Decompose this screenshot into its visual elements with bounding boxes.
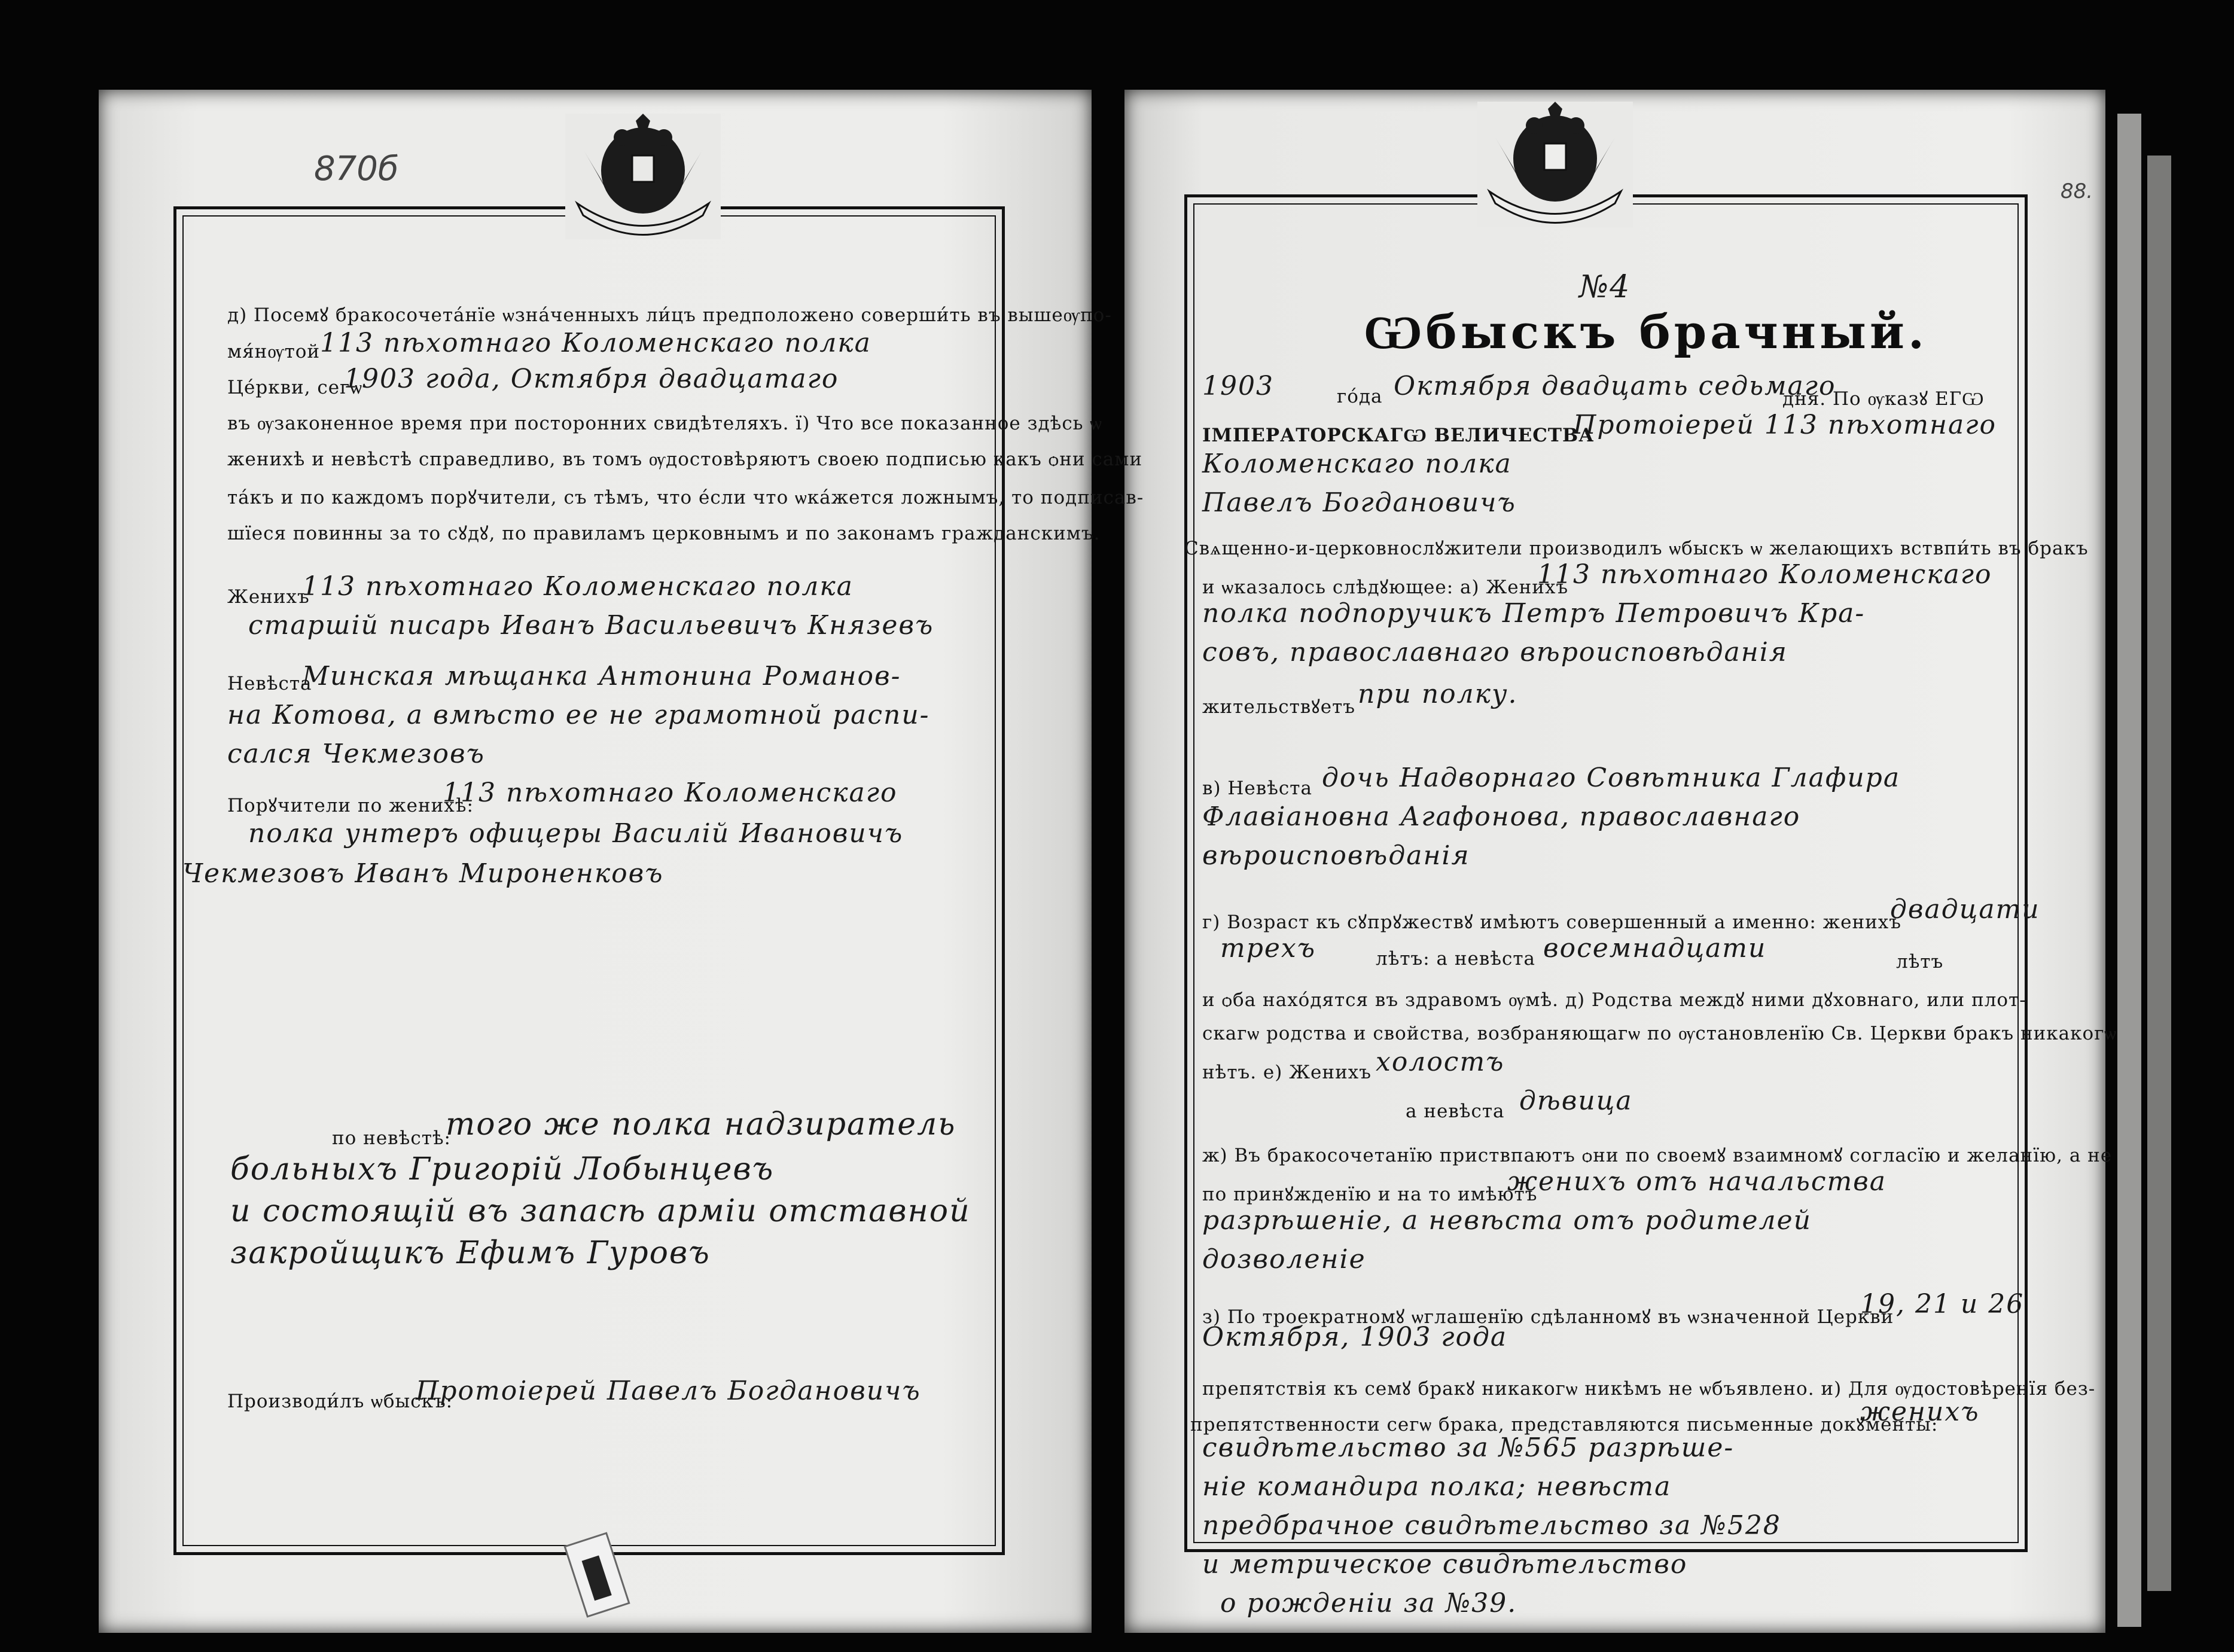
bride-label: Невѣста xyxy=(227,673,312,694)
imperial-label: ІМПЕРАТОРСКАГѠ ВЕЛИЧЕСТВА xyxy=(1202,425,1595,446)
bride-status: дѣвица xyxy=(1519,1086,1633,1116)
age-line-1: г) Возраст къ сꙋпрꙋжествꙋ имѣютъ совершенный а именно: женихъ xyxy=(1202,912,1902,933)
bride-age: восемнадцати xyxy=(1543,933,1767,964)
page-edge xyxy=(2147,156,2171,1591)
section-d-line-4: въ ѹзаконенное время при посторонних свидѣтеляхъ. ї) Что все показанное здѣсь ѡ xyxy=(227,413,1103,434)
groom-line-1: 113 пѣхотнаго Коломенскаго xyxy=(1537,559,1992,590)
bride-line-3: сался Чекмезовъ xyxy=(227,739,485,769)
line-1-label-2: дня. По ѹказꙋ ЕГѠ xyxy=(1782,388,1985,410)
banns-line-2: препятствiя къ семꙋ бракꙋ никакогѡ никѣмъ не ѡбъявлено. и) Для ѹдостовѣренїя без- xyxy=(1202,1378,2096,1400)
bride-line-2: на Котова, а вмѣсто ее не грамотной распи- xyxy=(227,700,930,730)
church-name-handwritten: 113 пѣхотнаго Коломенскаго полка xyxy=(320,328,871,358)
age-line-4: и ѻба нахо́дятся въ здравомъ ѹмѣ. д) Родства междꙋ ними дꙋховнаго, или плот- xyxy=(1202,989,2026,1011)
found-line-label: и ѡказалось слѣдꙋющее: а) Женихъ xyxy=(1202,577,1569,598)
section-d-line-5: женихѣ и невѣстѣ справедливо, въ томъ ѹдостовѣряютъ своею подписью какъ ѻни сами xyxy=(227,449,1142,470)
bride-sureties-line-3: и состоящiй въ запасѣ армiи отставной xyxy=(230,1193,971,1229)
bride-line-1: Минская мѣщанка Антонина Романов- xyxy=(302,661,901,691)
section-d-line-6: та́къ и по каждомъ порꙋчители, съ тѣмъ, что е́сли что ѡка́жется ложнымъ, то подписав- xyxy=(227,487,1144,508)
priest-line-2: Коломенскаго полка xyxy=(1202,449,1512,479)
groom-sureties-label: Порꙋчители по женихѣ: xyxy=(227,795,474,816)
groom-sureties-line-1: 113 пѣхотнаго Коломенскаго xyxy=(443,778,898,808)
bride-sureties-label: по невѣстѣ: xyxy=(332,1127,451,1149)
consent-line-2: по принꙋжденїю и на то имѣютъ xyxy=(1202,1184,1538,1205)
page-number-pencil: 870б xyxy=(314,150,399,188)
documents-handwritten-3: нiе командира полка; невѣста xyxy=(1202,1471,1672,1502)
line-1-label: го́да xyxy=(1337,386,1383,407)
consent-handwritten-1: женихъ отъ начальства xyxy=(1507,1166,1887,1197)
bride-label: в) Невѣста xyxy=(1202,778,1312,799)
bride-sureties-line-4: закройщикъ Ефимъ Гуровъ xyxy=(230,1235,711,1271)
banns-line-1: з) По троекратномꙋ ѡглашенїю сдѣланномꙋ въ ѡзначенной Церкви xyxy=(1202,1306,1894,1328)
residence-handwritten: при полку. xyxy=(1358,679,1518,709)
record-number: №4 xyxy=(1579,269,1631,305)
consent-handwritten-2: разрѣшенiе, а невѣста отъ родителей xyxy=(1202,1205,1812,1236)
groom-sureties-line-3: Чекмезовъ Иванъ Мироненковъ xyxy=(182,858,664,889)
section-d-line-2-label: мя́нѹтой xyxy=(227,341,321,362)
page-edge xyxy=(2117,114,2141,1627)
groom-sureties-line-2: полка унтеръ офицеры Василiй Ивановичъ xyxy=(248,818,904,849)
residence-label: жительствꙋетъ xyxy=(1202,696,1355,718)
year-handwritten: 1903 xyxy=(1202,371,1274,401)
bride-sureties-line-2: больныхъ Григорiй Лобынцевъ xyxy=(230,1151,775,1187)
age-line-6: нѣтъ. е) Женихъ xyxy=(1202,1062,1372,1083)
performer-label: Производи́лъ ѡбыскъ: xyxy=(227,1391,453,1412)
age-line-2: лѣтъ: а невѣста xyxy=(1376,948,1536,970)
banns-dates: 19, 21 и 26 xyxy=(1860,1289,2025,1319)
bride-line-1: дочь Надворнаго Совѣтника Глафира xyxy=(1322,763,1901,793)
clergy-line: Свѧщенно-и-церковнослꙋжители производилъ ѡбыскъ ѡ желающихъ вствпи́ть въ бракъ xyxy=(1184,538,2089,559)
bride-line-2: Флавiановна Агафонова, православнаго xyxy=(1202,801,1801,832)
consent-line-1: ж) Въ бракосочетанїю приствпаютъ ѻни по своемꙋ взаимномꙋ согласїю и желанїю, а не xyxy=(1202,1145,2113,1166)
priest-line-1: Протоiерей 113 пѣхотнаго xyxy=(1573,410,1997,440)
groom-age-1: двадцати xyxy=(1890,894,2040,925)
bride-sureties-line-1: того же полка надзиратель xyxy=(446,1107,956,1142)
section-d-line-3-label: Це́ркви, сегѡ xyxy=(227,377,363,398)
groom-line-2: полка подпоручикъ Петръ Петровичъ Кра- xyxy=(1202,598,1866,629)
age-line-3: лѣтъ xyxy=(1896,951,1944,973)
page-number-pencil: 88. xyxy=(2061,179,2093,203)
banns-line-3: препятственности сегѡ брака, представляются письменные докꙋменты: xyxy=(1190,1414,1939,1435)
imperial-eagle-emblem xyxy=(565,114,721,239)
documents-handwritten-4: предбрачное свидѣтельство за №528 xyxy=(1202,1510,1781,1541)
groom-line-1: 113 пѣхотнаго Коломенскаго полка xyxy=(302,571,854,602)
priest-name: Павелъ Богдановичъ xyxy=(1202,487,1516,518)
double-headed-eagle-icon xyxy=(1477,102,1633,227)
documents-handwritten-2: свидѣтельство за №565 разрѣше- xyxy=(1202,1432,1735,1463)
groom-line-2: старшiй писарь Иванъ Васильевичъ Князевъ xyxy=(248,610,934,641)
wedding-date-handwritten: 1903 года, Октября двадцатаго xyxy=(344,364,839,394)
right-page xyxy=(1124,90,2117,1633)
groom-status: холостъ xyxy=(1376,1047,1505,1077)
documents-handwritten-1: женихъ xyxy=(1860,1397,1980,1427)
consent-handwritten-3: дозволенiе xyxy=(1202,1244,1366,1275)
groom-line-3: совъ, православнаго вѣроисповѣданiя xyxy=(1202,637,1788,667)
age-line-7: а невѣста xyxy=(1406,1101,1505,1122)
left-page xyxy=(99,90,1144,1633)
groom-label: Женихъ xyxy=(227,586,310,608)
documents-handwritten-5: и метрическое свидѣтельство xyxy=(1202,1549,1688,1580)
document-title: Ѡбыскъ брачный. xyxy=(1364,305,1928,359)
bride-line-3: вѣроисповѣданiя xyxy=(1202,840,1470,871)
section-d-line-7: шїеся повинны за то сꙋдꙋ, по правиламъ церковнымъ и по законамъ гражданскимъ. xyxy=(227,523,1101,544)
performer-name: Протоiерей Павелъ Богдановичъ xyxy=(416,1376,921,1406)
date-handwritten: Октября двадцать седьмаго xyxy=(1394,371,1836,401)
age-line-5: скагѡ родства и свойства, возбраняющагѡ по ѹстановленїю Св. Церкви бракъ никакогѡ xyxy=(1202,1023,2117,1044)
section-d-line-1: д) Посемꙋ бракосочета́нїе ѡзна́ченныхъ ли́цъ предположено соверши́ть въ вышеѹпо- xyxy=(227,304,1112,326)
documents-handwritten-6: о рожденiи за №39. xyxy=(1220,1588,1517,1619)
imperial-eagle-emblem xyxy=(1477,102,1633,227)
groom-age-2: трехъ xyxy=(1220,933,1316,964)
double-headed-eagle-icon xyxy=(565,114,721,239)
banns-month: Октября, 1903 года xyxy=(1202,1322,1508,1352)
